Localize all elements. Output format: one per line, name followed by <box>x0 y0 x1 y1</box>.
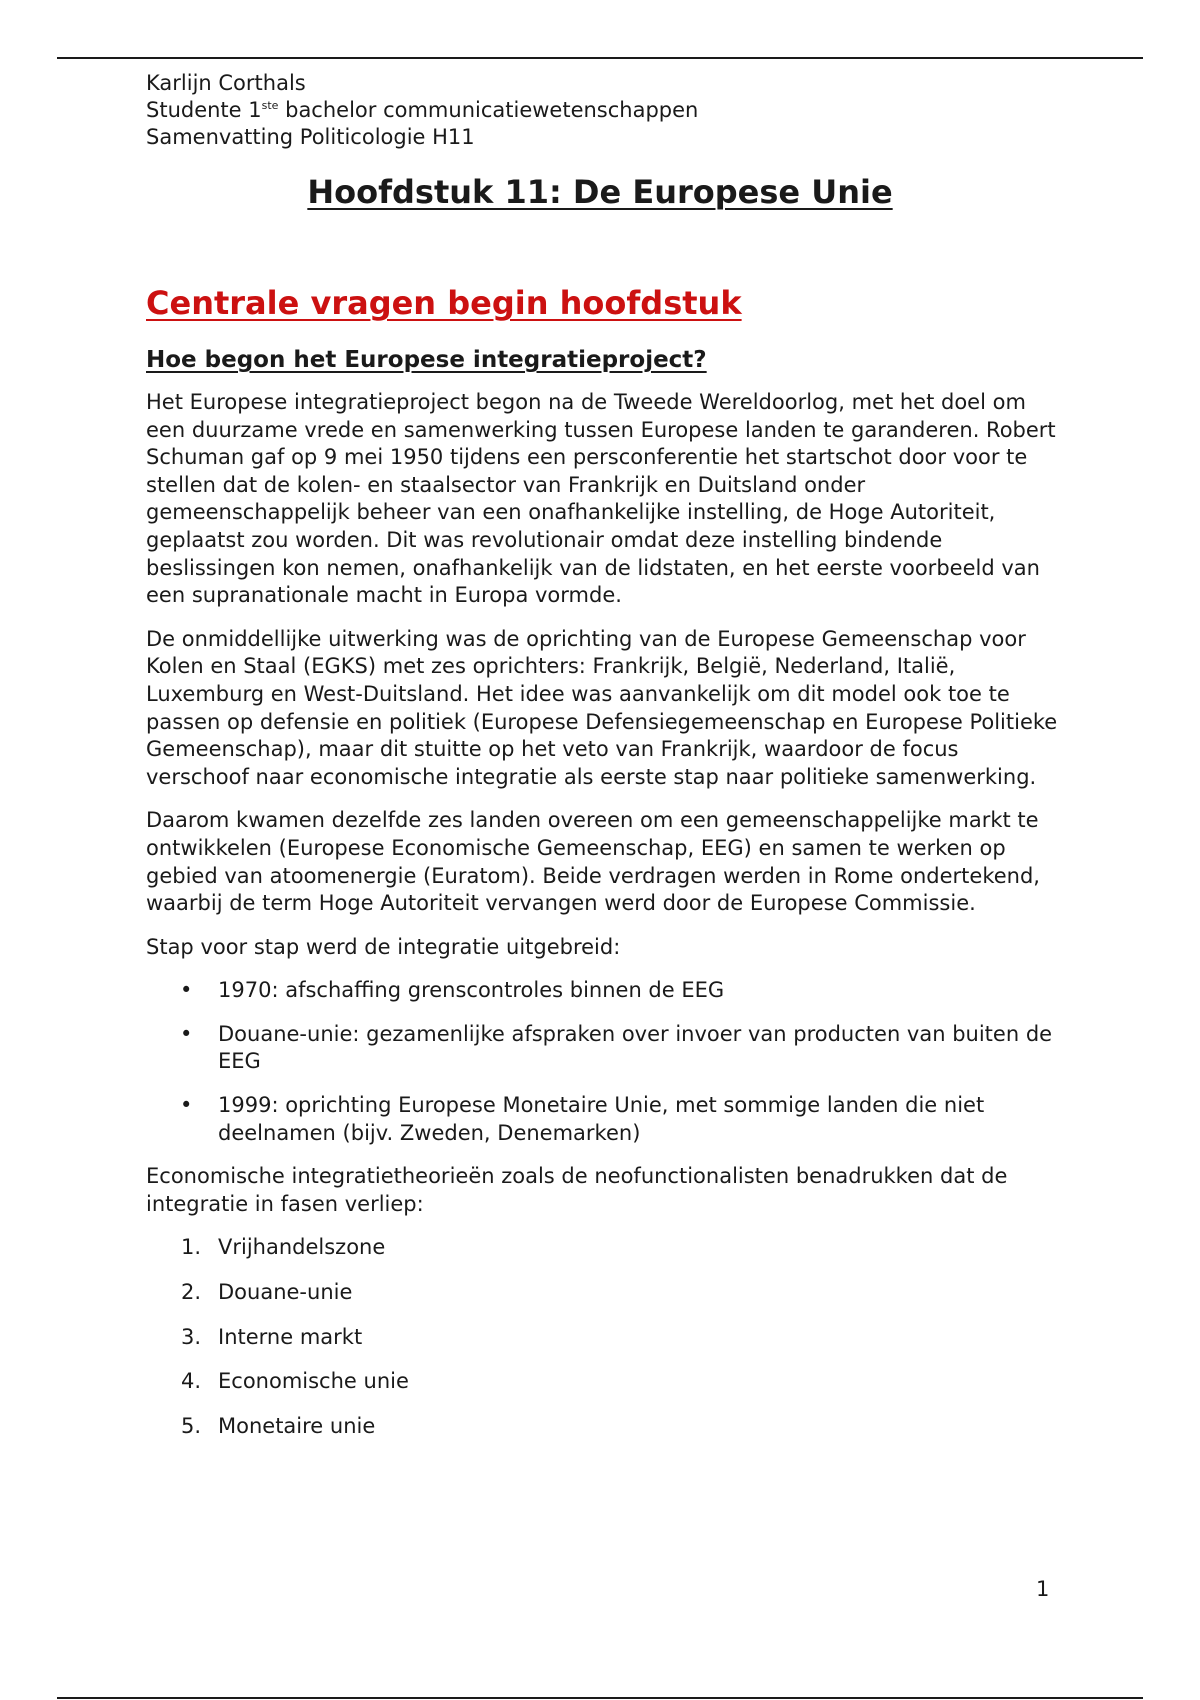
list-item <box>146 1234 1066 1262</box>
step-number: 3. <box>181 1324 202 1349</box>
page-number: 1 <box>1036 1577 1050 1601</box>
bullet-marker: • <box>180 1021 193 1046</box>
step-label: Monetaire unie <box>218 1413 376 1438</box>
step-label: Economische unie <box>218 1369 409 1394</box>
step-label: Interne markt <box>218 1324 363 1349</box>
list-item-text: 1999: oprichting Europese Monetaire Unie, met sommige landen die niet deelnamen (bijv. Zweden, Denemarken) <box>218 1093 985 1145</box>
step-label: Douane-unie <box>218 1280 353 1305</box>
list-item <box>146 1368 1066 1396</box>
list-item <box>146 1279 1066 1307</box>
list-item <box>146 1021 1066 1076</box>
step-number: 1. <box>181 1235 202 1260</box>
section-heading: Centrale vragen begin hoofdstuk <box>146 284 742 322</box>
document-header <box>146 70 698 151</box>
bullet-list <box>146 977 1066 1147</box>
student-line <box>146 97 698 124</box>
bullet-marker: • <box>180 978 193 1003</box>
paragraph-egks: De onmiddellijke uitwerking was de oprichting van de Europese Gemeenschap voor Kolen en Staal (EGKS) met zes oprichters: Frankrijk, België, Nederland, Italië, Luxemburg en West-Duitsland. Het idee was aanvankelijk om dit model ook toe te passen op defensie en politiek (Europese Defensiegemeenschap en Europese Politieke Gemeenschap), maar dit stuitte op het veto van Frankrijk, waardoor de focus verschoof naar economische integratie als eerste stap naar politieke samenwerking. <box>146 626 1058 789</box>
step-number: 5. <box>181 1413 202 1438</box>
list-item <box>146 1413 1066 1441</box>
chapter-title <box>0 172 1200 212</box>
list-item <box>146 977 1066 1005</box>
list-item <box>146 1092 1066 1147</box>
list-item <box>146 1324 1066 1352</box>
student-suffix: bachelor communicatiewetenschappen <box>278 98 699 122</box>
list-item-text: 1970: afschaffing grenscontroles binnen de EEG <box>218 978 725 1003</box>
step-number: 2. <box>181 1280 202 1305</box>
bullet-marker: • <box>180 1093 193 1118</box>
step-number: 4. <box>181 1369 202 1394</box>
bottom-rule <box>57 1697 1143 1699</box>
document-body <box>146 283 1066 1457</box>
author-line: Karlijn Corthals <box>146 71 306 95</box>
paragraph-eeg: Daarom kwamen dezelfde zes landen overeen om een gemeenschappelijke markt te ontwikkelen (Europese Economische Gemeenschap, EEG) en samen te werken op gebied van atoomenergie (Euratom). Beide verdragen werden in Rome ondertekend, waarbij de term Hoge Autoriteit vervangen werd door de Europese Commissie. <box>146 808 1040 916</box>
course-line: Samenvatting Politicologie H11 <box>146 125 475 149</box>
top-rule <box>57 57 1143 59</box>
paragraph-intro: Het Europese integratieproject begon na de Tweede Wereldoorlog, met het doel om een duurzame vrede en samenwerking tussen Europese landen te garanderen. Robert Schuman gaf op 9 mei 1950 tijdens een persconferentie het startschot door voor te stellen dat de kolen- en staalsector van Frankrijk en Duitsland onder gemeenschappelijk beheer van een onafhankelijke instelling, de Hoge Autoriteit, geplaatst zou worden. Dit was revolutionair omdat deze instelling bindende beslissingen kon nemen, onafhankelijk van de lidstaten, en het eerste voorbeeld van een supranationale macht in Europa vormde. <box>146 390 1056 608</box>
step-label: Vrijhandelszone <box>218 1235 386 1260</box>
list-item-text: Douane-unie: gezamenlijke afspraken over invoer van producten van buiten de EEG <box>218 1021 1053 1074</box>
paragraph-theory: Economische integratietheorieën zoals de neofunctionalisten benadrukken dat de integratie in fasen verliep: <box>146 1164 1008 1216</box>
chapter-title-text: Hoofdstuk 11: De Europese Unie <box>307 173 893 211</box>
sub-heading: Hoe begon het Europese integratieproject? <box>146 347 707 373</box>
paragraph-steps-intro: Stap voor stap werd de integratie uitgebreid: <box>146 934 621 959</box>
numbered-list <box>146 1234 1066 1440</box>
student-superscript: ste <box>261 99 279 112</box>
student-prefix: Studente 1 <box>146 98 262 122</box>
